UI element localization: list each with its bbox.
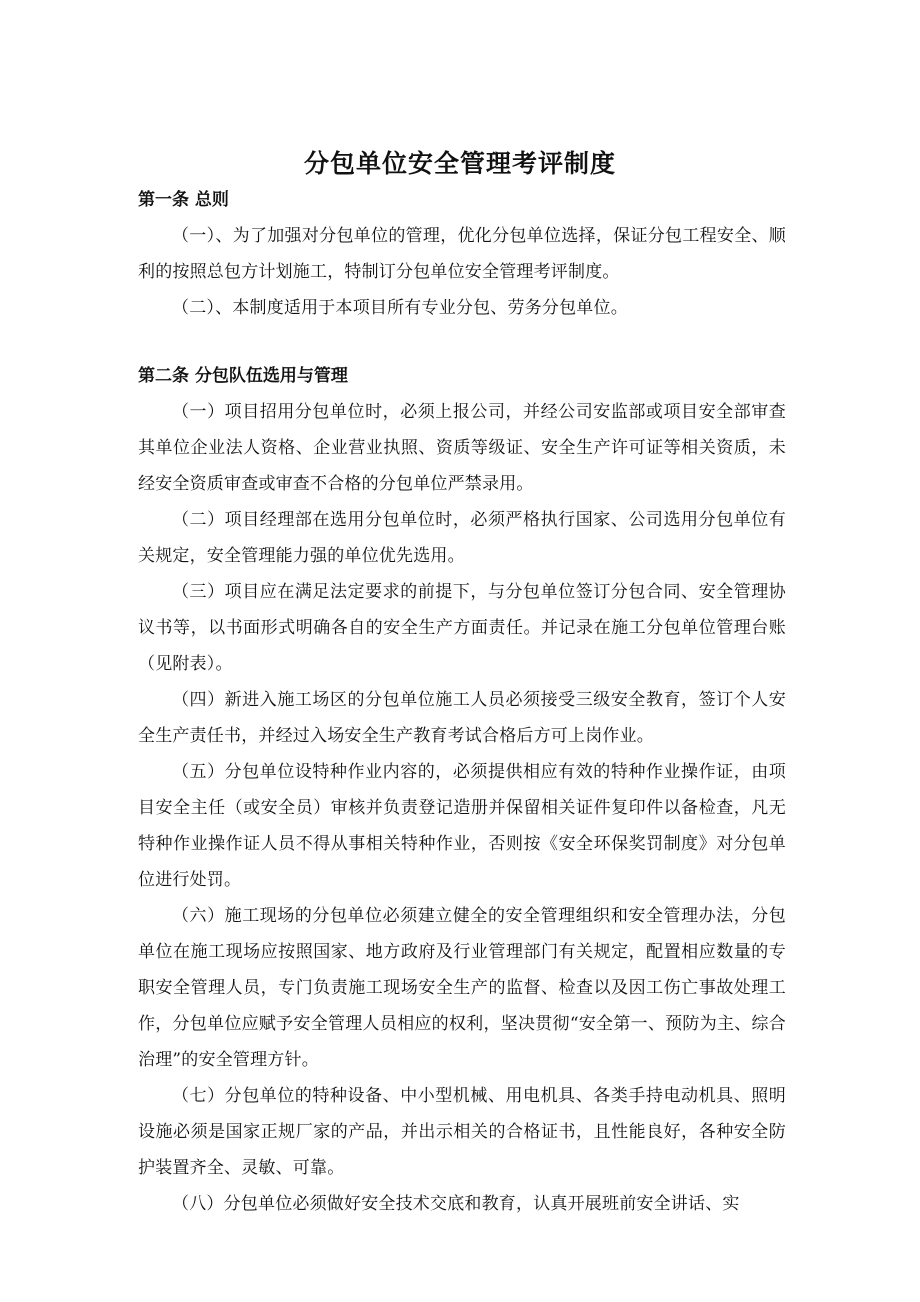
section-heading: 第二条 分包队伍选用与管理 (138, 366, 348, 386)
paragraph: （二）项目经理部在选用分包单位时，必须严格执行国家、公司选用分包单位有关规定，安全管理能力强的单位优先选用。 (138, 510, 786, 566)
paragraph: （二）、本制度适用于本项目所有专业分包、劳务分包单位。 (172, 298, 628, 318)
document-body (138, 186, 786, 1222)
section-general (138, 186, 786, 326)
paragraph: （六）施工现场的分包单位必须建立健全的安全管理组织和安全管理办法，分包单位在施工现场应按照国家、地方政府及行业管理部门有关规定，配置相应数量的专职安全管理人员，专门负责施工现场安全生产的监督、检查以及因工伤亡事故处理工作，分包单位应赋予安全管理人员相应的权利，坚决贯彻“安全第一、预防为主、综合治理”的安全管理方针。 (138, 906, 786, 1070)
section-heading: 第一条 总则 (138, 190, 229, 210)
section-spacer (138, 326, 786, 362)
document-title: 分包单位安全管理考评制度 (303, 149, 616, 178)
paragraph: （一）、为了加强对分包单位的管理，优化分包单位选择，保证分包工程安全、顺利的按照总包方计划施工，特制订分包单位安全管理考评制度。 (138, 226, 786, 282)
section-subcontractor-selection (138, 362, 786, 1222)
paragraph: （三）项目应在满足法定要求的前提下，与分包单位签订分包合同、安全管理协议书等，以书面形式明确各自的安全生产方面责任。并记录在施工分包单位管理台账（见附表）。 (138, 582, 786, 674)
paragraph: （四）新进入施工场区的分包单位施工人员必须接受三级安全教育，签订个人安全生产责任书，并经过入场安全生产教育考试合格后方可上岗作业。 (138, 690, 786, 746)
paragraph: （八）分包单位必须做好安全技术交底和教育，认真开展班前安全讲话、实 (172, 1194, 740, 1214)
paragraph: （七）分包单位的特种设备、中小型机械、用电机具、各类手持电动机具、照明设施必须是国家正规厂家的产品，并出示相关的合格证书，且性能良好，各种安全防护装置齐全、灵敏、可靠。 (138, 1086, 786, 1178)
paragraph: （一）项目招用分包单位时，必须上报公司，并经公司安监部或项目安全部审查其单位企业法人资格、企业营业执照、资质等级证、安全生产许可证等相关资质，未经安全资质审查或审查不合格的分包单位严禁录用。 (138, 402, 786, 494)
paragraph: （五）分包单位设特种作业内容的，必须提供相应有效的特种作业操作证，由项目安全主任（或安全员）审核并负责登记造册并保留相关证件复印件以备检查，凡无特种作业操作证人员不得从事相关特种作业，否则按《安全环保奖罚制度》对分包单位进行处罚。 (138, 762, 786, 890)
